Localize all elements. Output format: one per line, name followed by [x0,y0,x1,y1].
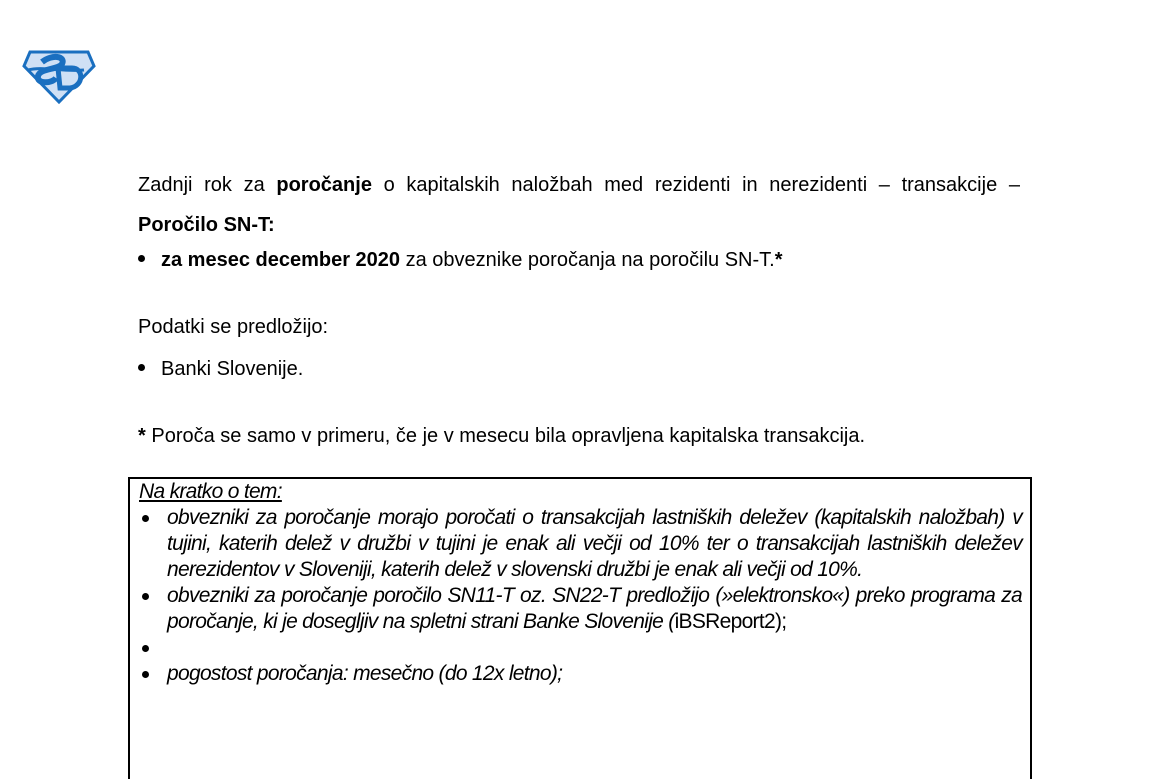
company-logo [22,48,96,104]
bullet-icon [138,364,145,371]
list-item [130,583,1030,635]
recipient-bullet [138,357,303,381]
footnote-marker: * [774,249,783,271]
footnote-text: Poroča se samo v primeru, če je v mesecu bila opravljena kapitalska transakcija. [145,425,866,447]
footnote [138,424,865,448]
spacer [130,635,1030,661]
summary-box [128,477,1032,779]
list-item: obvezniki za poročanje morajo poročati o transakcijah lastniških deležev (kapitalskih naložbah) v tujini, katerih delež v družbi v tujini je enak ali večji od 10% ter o transakcijah lastniških deležev nerezidentov v Sloveniji, katerih delež v slovenski družbi je enak ali večji od 10%. [130,505,1030,583]
intro-paragraph [138,165,1020,245]
deadline-period: za mesec december 2020 [161,249,401,271]
recipient-text: Banki Slovenije. [161,358,304,380]
intro-bold: poročanje [276,174,372,196]
deadline-text: za obveznike poročanja na poročilu SN-T. [400,249,775,271]
intro-text: Zadnji rok za [138,174,277,196]
list-item: pogostost poročanja: mesečno (do 12x letno); [130,661,1030,687]
software-name: iBSReport2); [674,610,787,633]
footnote-marker: * [138,425,146,447]
list-item-text: obvezniki za poročanje poročilo SN11-T oz. SN22-T predložijo (»elektronsko«) preko programa za poročanje, ki je dosegljiv na spletni strani Banke Slovenije ( [167,584,1022,633]
bullet-icon [138,255,145,262]
submit-label: Podatki se predložijo: [138,316,329,338]
deadline-bullet [138,248,783,272]
report-name: Poročilo SN-T: [138,214,275,236]
summary-title: Na kratko o tem: [139,480,282,503]
intro-text: o kapitalskih naložbah med rezidenti in nerezidenti – transakcije – [371,174,1020,196]
